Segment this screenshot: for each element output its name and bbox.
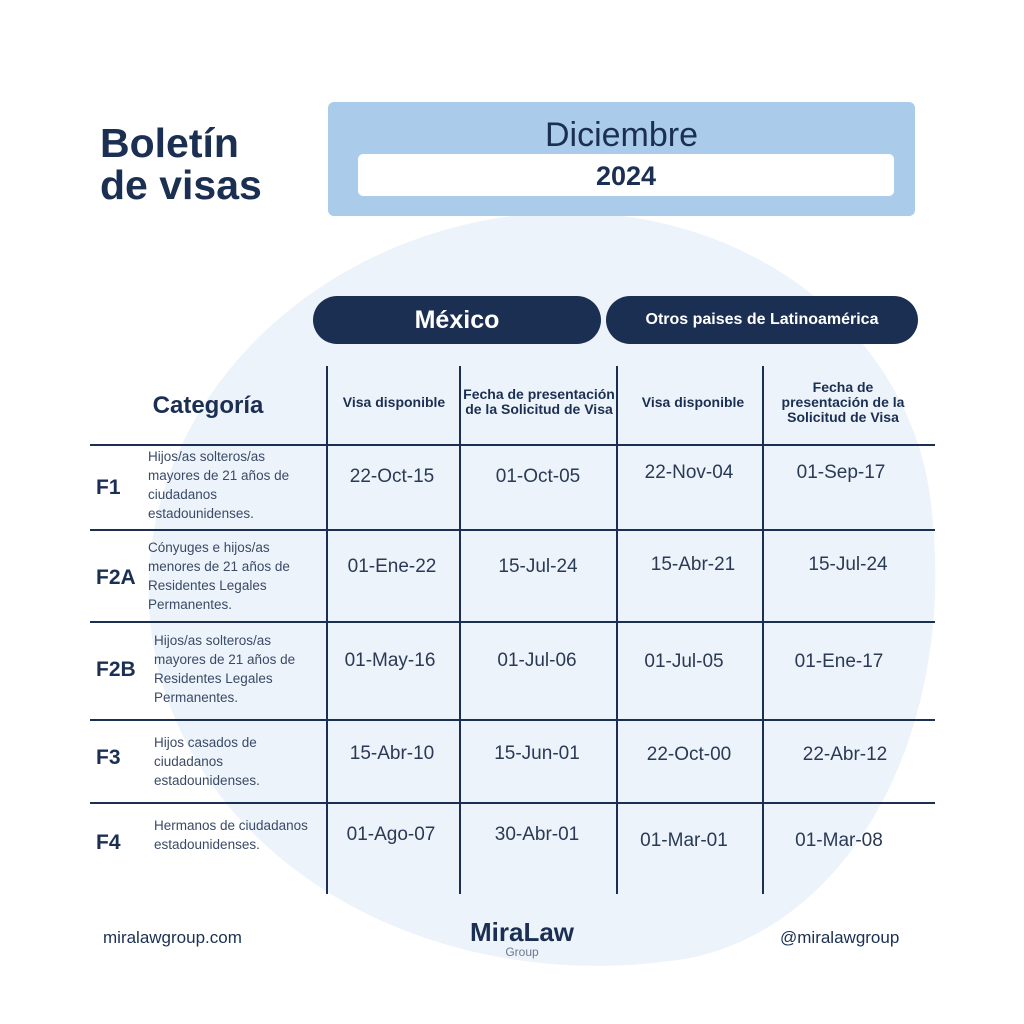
row-f4-mx-fecha: 30-Abr-01 (494, 824, 580, 845)
footer-handle[interactable]: @miralawgroup (780, 928, 900, 947)
row-f2a-lat-fecha: 15-Jul-24 (808, 554, 888, 575)
row-f1-mx-visa: 22-Oct-15 (349, 466, 435, 487)
row-f2a-mx-visa: 01-Ene-22 (347, 556, 437, 577)
logo-main-text: MiraLaw (469, 917, 575, 947)
header-categoria: Categoría (152, 392, 264, 419)
title-line-2: de visas (100, 162, 262, 208)
row-f2a-mx-fecha: 15-Jul-24 (498, 556, 578, 577)
row-f3-desc: Hijos casados de ciudadanos estadounidenses. (154, 735, 260, 788)
row-f2b-lat-fecha: 01-Ene-17 (794, 651, 884, 672)
grid-line (90, 719, 935, 721)
row-f2a-lat-visa: 15-Abr-21 (650, 554, 736, 575)
group-mexico: México (313, 296, 601, 344)
row-f1-lat-visa: 22-Nov-04 (644, 462, 734, 483)
row-f2b-desc: Hijos/as solteros/as mayores de 21 años de Residentes Legales Permanentes. (154, 633, 296, 705)
row-f1-mx-fecha: 01-Oct-05 (495, 466, 581, 487)
row-f4-lat-visa: 01-Mar-01 (640, 830, 728, 851)
month-label: Diciembre (544, 116, 699, 154)
row-f2b-code: F2B (96, 658, 136, 681)
header-mx-fecha: Fecha de presentación de la Solicitud de Visa (463, 386, 615, 417)
row-f4-lat-fecha: 01-Mar-08 (795, 830, 883, 851)
row-f3-mx-visa: 15-Abr-10 (349, 743, 435, 764)
header-lat-visa: Visa disponible (641, 393, 745, 410)
row-f1-desc: Hijos/as solteros/as mayores de 21 años de ciudadanos estadounidenses. (148, 449, 290, 521)
row-f3-lat-visa: 22-Oct-00 (646, 744, 732, 765)
title-line-1: Boletín (100, 120, 239, 166)
year-label: 2024 (358, 154, 894, 196)
row-f1-code: F1 (96, 476, 121, 499)
brand-logo (460, 918, 584, 958)
row-f1-lat-fecha: 01-Sep-17 (796, 462, 886, 483)
page-title (100, 122, 262, 206)
row-f2b-lat-visa: 01-Jul-05 (644, 651, 724, 672)
row-f4-desc: Hermanos de ciudadanos estadounidenses. (154, 818, 308, 852)
header-lat-fecha: Fecha de presentación de la Solicitud de Visa (781, 378, 905, 425)
group-latam: Otros paises de Latinoamérica (606, 296, 918, 344)
row-f4-mx-visa: 01-Ago-07 (346, 824, 436, 845)
logo-sub-text: Group (505, 945, 539, 959)
grid-line (90, 529, 935, 531)
row-f2b-mx-visa: 01-May-16 (344, 650, 436, 671)
row-f2b-mx-fecha: 01-Jul-06 (497, 650, 577, 671)
row-f3-mx-fecha: 15-Jun-01 (494, 743, 580, 764)
row-f4-code: F4 (96, 831, 121, 854)
grid-line (90, 802, 935, 804)
footer-website[interactable]: miralawgroup.com (103, 928, 242, 947)
grid-line (90, 621, 935, 623)
row-f3-code: F3 (96, 746, 121, 769)
grid-line (90, 444, 935, 446)
header-mx-visa: Visa disponible (342, 393, 446, 410)
row-f3-lat-fecha: 22-Abr-12 (802, 744, 888, 765)
row-f2a-desc: Cónyuges e hijos/as menores de 21 años de Residentes Legales Permanentes. (148, 540, 290, 612)
row-f2a-code: F2A (96, 566, 136, 589)
date-banner (328, 102, 915, 216)
